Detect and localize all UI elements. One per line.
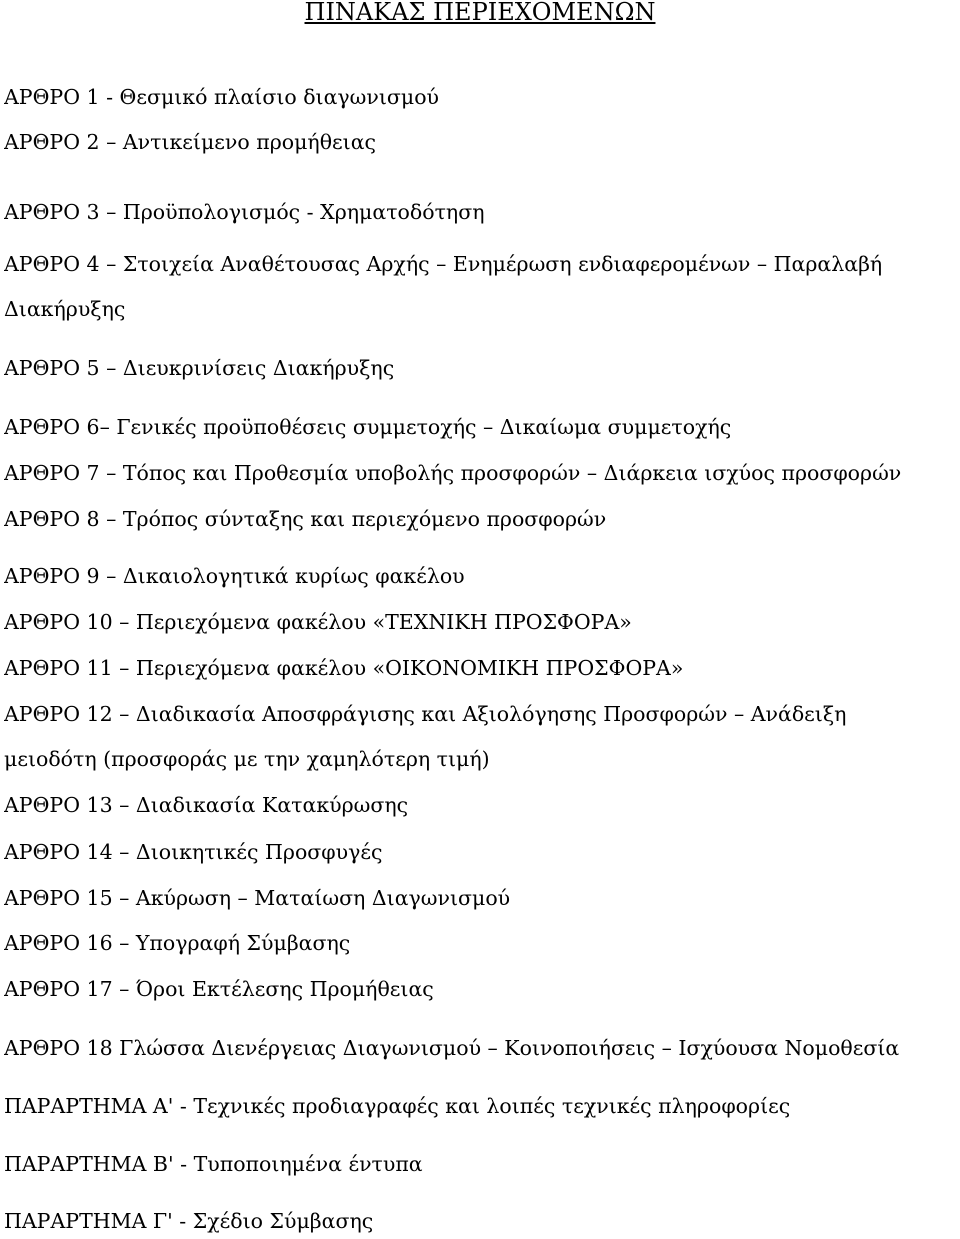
toc-entry-article-12: ΑΡΘΡΟ 12 – Διαδικασία Αποσφράγισης και Αξιολόγησης Προσφορών – Ανάδειξη	[4, 702, 847, 726]
toc-entry-article-5: ΑΡΘΡΟ 5 – Διευκρινίσεις Διακήρυξης	[4, 356, 395, 380]
toc-entry-article-15: ΑΡΘΡΟ 15 – Ακύρωση – Ματαίωση Διαγωνισμού	[4, 886, 511, 910]
toc-entry-annex-c: ΠΑΡΑΡΤΗΜΑ Γ' - Σχέδιο Σύμβασης	[4, 1209, 374, 1233]
toc-entry-article-4-cont: Διακήρυξης	[4, 297, 126, 321]
toc-entry-article-3: ΑΡΘΡΟ 3 – Προϋπολογισμός - Χρηματοδότηση	[4, 200, 485, 224]
toc-entry-article-11: ΑΡΘΡΟ 11 – Περιεχόμενα φακέλου «ΟΙΚΟΝΟΜΙΚΗ ΠΡΟΣΦΟΡΑ»	[4, 656, 684, 680]
toc-entry-article-8: ΑΡΘΡΟ 8 – Τρόπος σύνταξης και περιεχόμενο προσφορών	[4, 507, 607, 531]
toc-entry-article-6: ΑΡΘΡΟ 6– Γενικές προϋποθέσεις συμμετοχής – Δικαίωμα συμμετοχής	[4, 415, 732, 439]
toc-entry-article-17: ΑΡΘΡΟ 17 – Όροι Εκτέλεσης Προμήθειας	[4, 977, 434, 1001]
toc-title: ΠΙΝΑΚΑΣ ΠΕΡΙΕΧΟΜΕΝΩΝ	[304, 0, 656, 26]
toc-entry-article-16: ΑΡΘΡΟ 16 – Υπογραφή Σύμβασης	[4, 931, 351, 955]
toc-entry-article-12-cont: μειοδότη (προσφοράς με την χαμηλότερη τιμή)	[4, 747, 490, 771]
toc-entry-article-7: ΑΡΘΡΟ 7 – Τόπος και Προθεσμία υποβολής προσφορών – Διάρκεια ισχύος προσφορών	[4, 461, 902, 485]
toc-entry-article-10: ΑΡΘΡΟ 10 – Περιεχόμενα φακέλου «ΤΕΧΝΙΚΗ ΠΡΟΣΦΟΡΑ»	[4, 610, 632, 634]
toc-entry-article-18: ΑΡΘΡΟ 18 Γλώσσα Διενέργειας Διαγωνισμού – Κοινοποιήσεις – Ισχύουσα Νομοθεσία	[4, 1036, 900, 1060]
toc-entry-annex-b: ΠΑΡΑΡΤΗΜΑ Β' - Τυποποιημένα έντυπα	[4, 1152, 423, 1176]
toc-entry-article-2: ΑΡΘΡΟ 2 – Αντικείμενο προμήθειας	[4, 130, 377, 154]
toc-entry-annex-a: ΠΑΡΑΡΤΗΜΑ Α' - Τεχνικές προδιαγραφές και λοιπές τεχνικές πληροφορίες	[4, 1094, 791, 1118]
toc-entry-article-14: ΑΡΘΡΟ 14 – Διοικητικές Προσφυγές	[4, 840, 383, 864]
toc-entry-article-4: ΑΡΘΡΟ 4 – Στοιχεία Αναθέτουσας Αρχής – Ενημέρωση ενδιαφερομένων – Παραλαβή	[4, 252, 883, 276]
toc-entry-article-9: ΑΡΘΡΟ 9 – Δικαιολογητικά κυρίως φακέλου	[4, 564, 465, 588]
toc-entry-article-1: ΑΡΘΡΟ 1 - Θεσμικό πλαίσιο διαγωνισμού	[4, 85, 440, 109]
toc-entry-article-13: ΑΡΘΡΟ 13 – Διαδικασία Κατακύρωσης	[4, 793, 409, 817]
